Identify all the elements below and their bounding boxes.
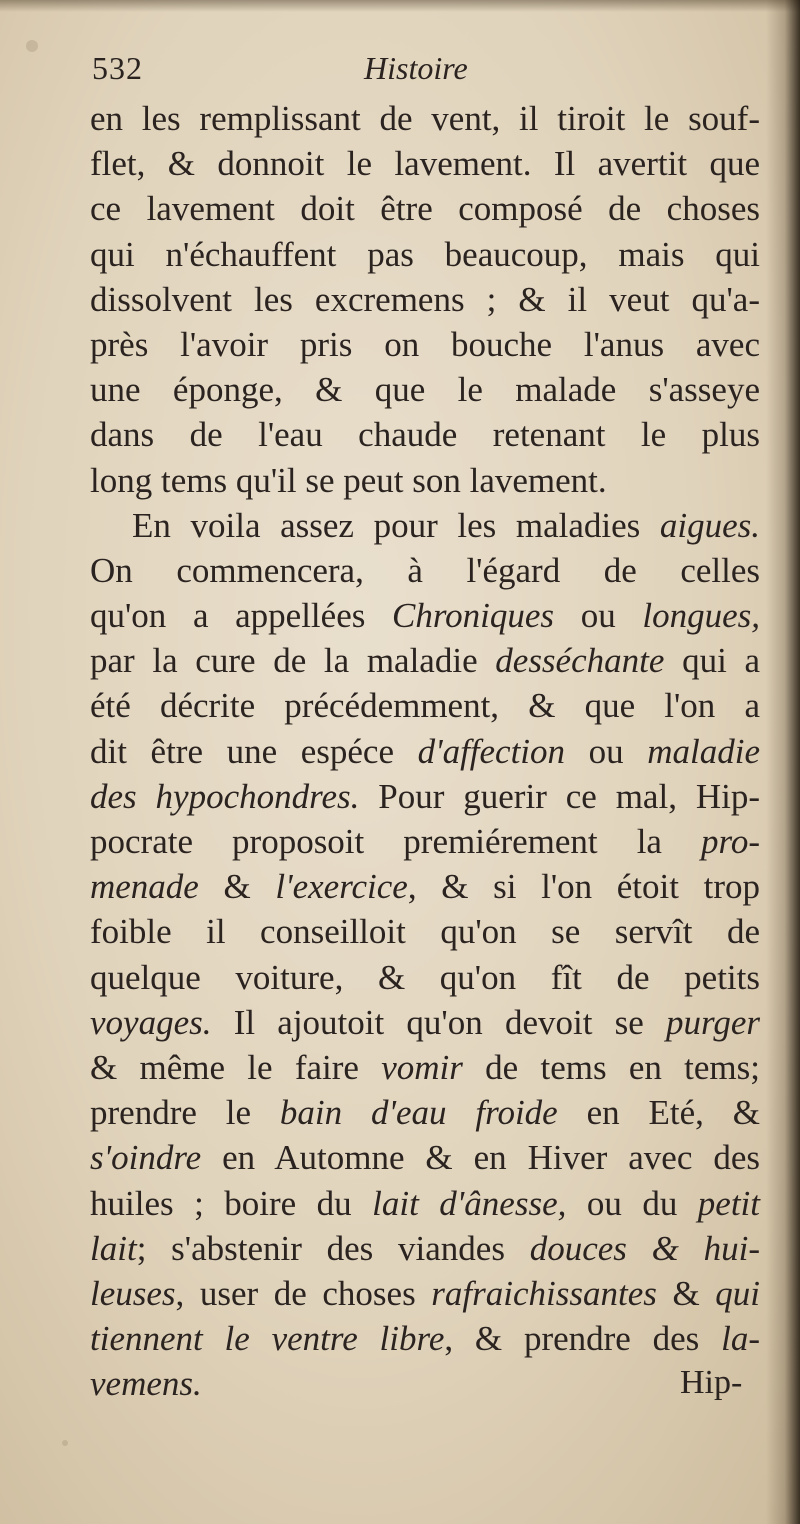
italic-text: vemens. — [90, 1364, 202, 1404]
roman-text: dit être une espéce — [90, 731, 418, 771]
italic-text: la- — [721, 1319, 760, 1359]
text-line — [90, 1000, 760, 1045]
italic-text: menade — [90, 867, 199, 907]
roman-text: , user de choses — [175, 1273, 432, 1313]
text-line — [90, 955, 760, 1000]
roman-text: , & si l'on étoit trop — [407, 867, 760, 907]
roman-text: ; s'abstenir des viandes — [136, 1228, 530, 1268]
text-line — [90, 909, 760, 954]
page-top-edge — [0, 0, 800, 12]
text-line — [90, 503, 760, 548]
roman-text: Il ajoutoit qu'on devoit se — [211, 1002, 667, 1042]
text-line — [90, 1045, 760, 1090]
roman-text: huiles ; boire du — [90, 1183, 373, 1223]
roman-text: une éponge, & que le malade s'asseye — [90, 370, 760, 410]
italic-text: purger — [666, 1002, 760, 1042]
catchword: Hip- — [680, 1364, 743, 1401]
binding-gutter-shadow — [766, 0, 800, 1524]
roman-text: Pour guerir ce mal, Hip- — [359, 776, 760, 816]
roman-text: & — [198, 867, 276, 907]
text-line — [90, 367, 760, 412]
text-line — [90, 683, 760, 728]
text-line — [90, 96, 760, 141]
text-line — [90, 277, 760, 322]
text-line — [90, 864, 760, 909]
roman-text: ce lavement doit être composé de choses — [90, 189, 760, 229]
text-line — [90, 593, 760, 638]
italic-text: d'affection — [417, 731, 566, 771]
roman-text: foible il conseilloit qu'on se servît de — [90, 912, 760, 952]
italic-text: longues, — [642, 596, 760, 636]
roman-text: qui a — [664, 641, 760, 681]
text-line — [90, 186, 760, 231]
text-line — [90, 1135, 760, 1180]
text-line — [90, 322, 760, 367]
roman-text: long tems qu'il se peut son lavement. — [90, 460, 607, 500]
roman-text: en les remplissant de vent, il tiroit le souf- — [90, 99, 760, 138]
italic-text: lait — [90, 1228, 137, 1268]
roman-text: été décrite précédemment, & que l'on a — [90, 686, 760, 726]
roman-text: ou — [554, 596, 643, 636]
running-head — [92, 50, 752, 94]
roman-text: En voila assez pour les maladies — [132, 505, 660, 545]
text-line — [90, 1181, 760, 1226]
text-line — [90, 1271, 760, 1316]
italic-text: bain d'eau froide — [279, 1093, 558, 1133]
italic-text: petit — [697, 1183, 761, 1223]
italic-text: leuses — [90, 1273, 176, 1313]
italic-text: douces & hui- — [529, 1228, 760, 1268]
roman-text: en Automne & en Hiver avec des — [201, 1138, 760, 1178]
italic-text: qui — [715, 1273, 761, 1313]
italic-text: Chroniques — [392, 596, 555, 636]
roman-text: dans de l'eau chaude retenant le plus — [90, 415, 760, 455]
text-line — [90, 1316, 760, 1361]
italic-text: rafraichissantes — [431, 1273, 657, 1313]
italic-text: aigues. — [659, 505, 760, 545]
text-line — [90, 774, 760, 819]
body-text — [90, 96, 760, 1406]
roman-text: dissolvent les excremens ; & il veut qu'a- — [90, 279, 760, 319]
italic-text: l'exercice — [275, 867, 408, 907]
roman-text: par la cure de la maladie — [90, 641, 496, 681]
italic-text: voyages. — [90, 1002, 212, 1042]
italic-text: pro- — [701, 822, 760, 861]
roman-text: près l'avoir pris on bouche l'anus avec — [90, 324, 760, 364]
text-line — [90, 232, 760, 277]
roman-text: & même le faire — [90, 1047, 382, 1087]
page-number: 532 — [92, 50, 143, 86]
italic-text: tiennent le ventre libre — [90, 1319, 445, 1359]
italic-text: vomir — [381, 1047, 463, 1087]
running-title: Histoire — [364, 50, 468, 86]
roman-text: qui n'échauffent pas beaucoup, mais qui — [90, 234, 760, 274]
italic-text: s'oindre — [90, 1138, 202, 1178]
roman-text: & — [656, 1273, 716, 1313]
text-line — [90, 1090, 760, 1135]
text-line — [90, 819, 760, 864]
italic-text: des hypochondres. — [90, 776, 360, 816]
text-line — [90, 548, 760, 593]
text-line — [90, 412, 760, 457]
ink-smudge — [62, 1440, 68, 1446]
roman-text: flet, & donnoit le lavement. Il avertit que — [90, 144, 760, 184]
roman-text: de tems en tems; — [462, 1047, 760, 1087]
roman-text: ou — [565, 731, 648, 771]
italic-text: desséchante — [495, 641, 665, 681]
roman-text: prendre le — [90, 1093, 280, 1133]
roman-text: qu'on a appellées — [90, 596, 392, 636]
text-line — [90, 458, 760, 503]
roman-text: On commencera, à l'égard de celles — [90, 550, 760, 590]
roman-text: ou du — [566, 1183, 698, 1223]
roman-text: pocrate proposoit premiérement la — [90, 822, 702, 861]
roman-text: quelque voiture, & qu'on fît de petits — [90, 957, 760, 997]
italic-text: maladie — [647, 731, 760, 771]
roman-text: en Eté, & — [557, 1093, 760, 1133]
text-line — [90, 638, 760, 683]
ink-smudge — [26, 40, 38, 52]
text-line — [90, 141, 760, 186]
text-line — [90, 1226, 760, 1271]
italic-text: lait d'ânesse, — [372, 1183, 567, 1223]
text-line — [90, 729, 760, 774]
roman-text: , & prendre des — [444, 1319, 722, 1359]
text-line — [90, 1361, 760, 1406]
